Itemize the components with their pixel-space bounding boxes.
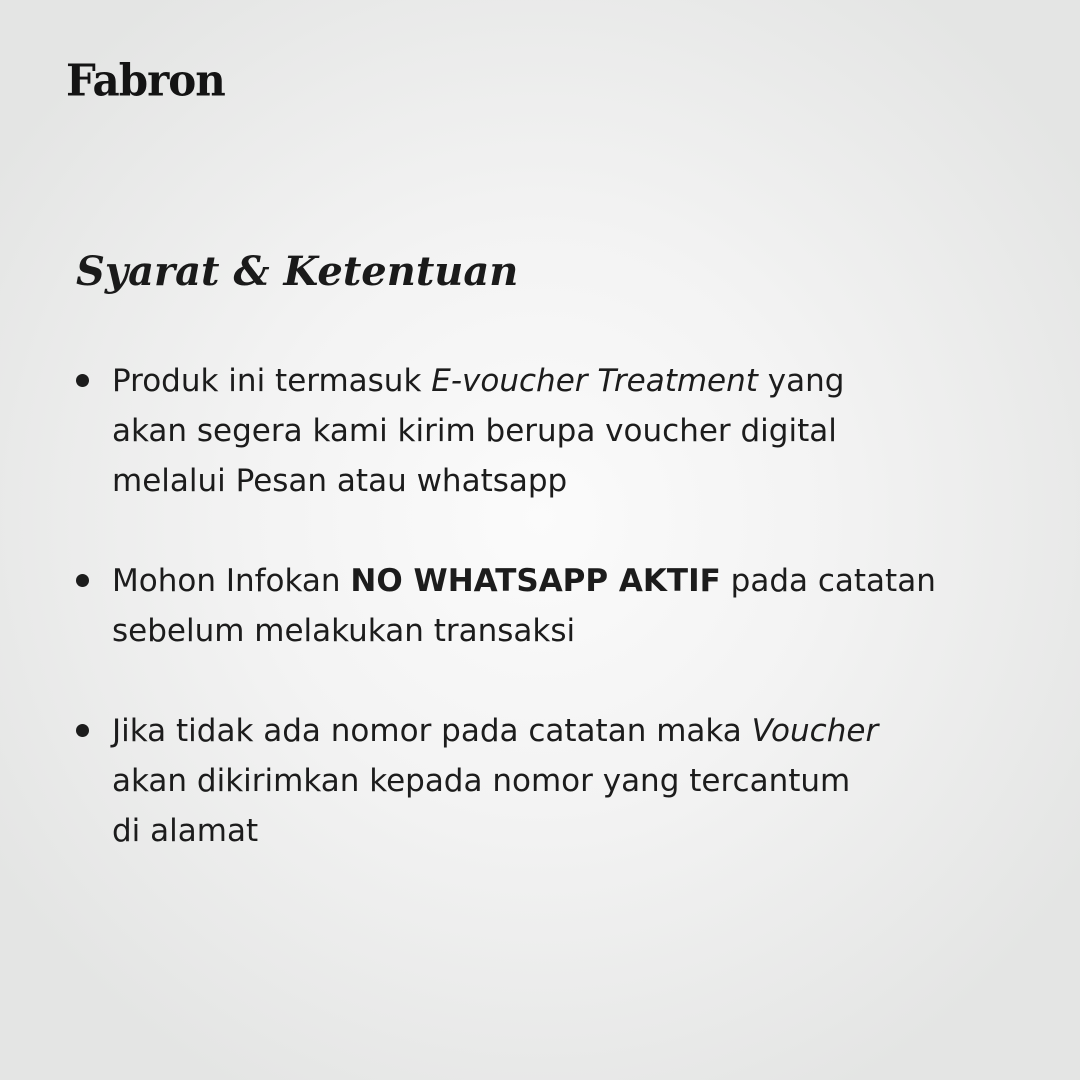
bullet-icon (76, 724, 89, 737)
brand-logo: Fabron (66, 54, 225, 107)
term-item (72, 706, 1052, 856)
term-item (72, 556, 1052, 656)
term-line: melalui Pesan atau whatsapp (112, 463, 568, 499)
whatsapp-emphasis: NO WHATSAPP AKTIF (350, 563, 721, 599)
term-line: Mohon Infokan NO WHATSAPP AKTIF pada catatan (112, 563, 936, 599)
term-line: Produk ini termasuk E-voucher Treatment yang (112, 363, 845, 399)
term-line: Jika tidak ada nomor pada catatan maka Voucher (112, 713, 879, 749)
term-item (72, 356, 1052, 506)
terms-list (72, 356, 1052, 906)
bullet-icon (76, 374, 89, 387)
page-title: Syarat & Ketentuan (76, 248, 519, 295)
term-line: akan dikirimkan kepada nomor yang tercantum (112, 763, 851, 799)
bullet-icon (76, 574, 89, 587)
term-line: di alamat (112, 813, 259, 849)
term-line: sebelum melakukan transaksi (112, 613, 576, 649)
term-line: akan segera kami kirim berupa voucher digital (112, 413, 837, 449)
